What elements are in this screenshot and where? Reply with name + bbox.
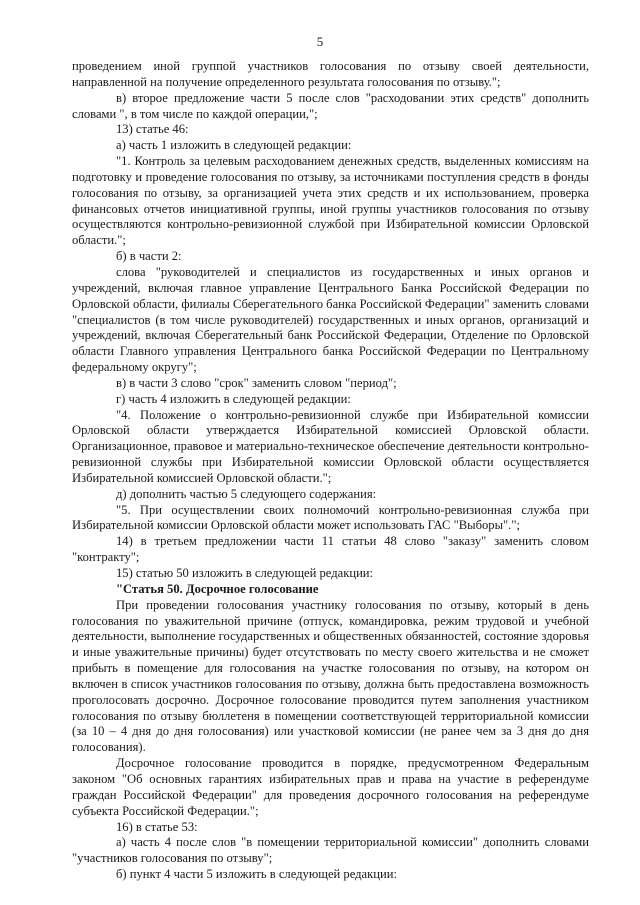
paragraph: д) дополнить частью 5 следующего содержания: [116,486,377,501]
paragraph: "4. Положение о контрольно-ревизионной службе при Избирательной комиссии Орловской области утверждается Избирательной комиссией Орловской области. Организационное, правовое и материально-техническое обеспечение деятельности контрольно-ревизионной службы при Избирательной комиссии Орловской области осуществляется Избирательной комиссией Орловской области."; [72,407,589,485]
paragraph: в) в части 3 слово "срок" заменить словом "период"; [116,375,397,390]
document-body [72,59,589,883]
paragraph: При проведении голосования участнику голосования по отзыву, который в день голосования по уважительной причине (отпуск, командировка, режим трудовой и учебной деятельности, выполнение государственных и общественных обязанностей, состояние здоровья и иные уважительные причины) будет отсутствовать по месту своего жительства и не сможет прибыть в помещение для голосования на участке голосования по отзыву, на котором он включен в список участников голосования по отзыву, должна быть предоставлена возможность проголосовать досрочно. Досрочное голосование проводится путем заполнения участником голосования по отзыву бюллетеня в помещении соответствующей территориальной комиссии (за 10 – 4 дня до дня голосования) или участковой комиссии (не ранее чем за 3 дня до дня голосования). [72,597,589,755]
paragraph: а) часть 1 изложить в следующей редакции: [116,138,352,153]
paragraph: б) пункт 4 части 5 изложить в следующей редакции: [116,867,397,882]
paragraph: в) второе предложение части 5 после слов "расходовании этих средств" дополнить словами ", в том числе по каждой операции,"; [72,90,589,121]
paragraph: "1. Контроль за целевым расходованием денежных средств, выделенных комиссиям на подготовку и проведение голосования по отзыву, за источниками поступления средств в фонды голосования по отзыву, за организацией учета этих средств и их использованием, проверка финансовых отчетов инициативной группы, иной группы участников голосования по отзыву осуществляются контрольно-ревизионной службой при Избирательной комиссии Орловской области."; [72,154,589,248]
paragraph: 16) в статье 53: [116,819,198,834]
paragraph: 14) в третьем предложении части 11 статьи 48 слово "заказу" заменить словом "контракту"; [72,534,589,565]
paragraph: проведением иной группой участников голосования по отзыву своей деятельности, направленной на получение определенного результата голосования по отзыву."; [72,59,589,89]
paragraph: слова "руководителей и специалистов из государственных и иных органов и учреждений, включая главное управление Центрального Банка Российской Федерации по Орловской области, филиалы Сберегательного банка Российской Федерации" заменить словами "специалистов (в том числе руководителей) государственных и иных органов, организаций и учреждений, включая Сберегательный банк Российской Федерации, Отделение по Орловской области Главного управления Центрального банка Российской Федерации по Центральному федеральному округу"; [72,264,589,375]
paragraph: 15) статью 50 изложить в следующей редакции: [116,566,374,580]
article-heading: "Статья 50. Досрочное голосование [116,581,319,596]
paragraph: б) в части 2: [116,249,182,264]
page-number: 5 [316,34,324,49]
paragraph: г) часть 4 изложить в следующей редакции: [116,391,351,406]
paragraph: 13) статье 46: [116,122,189,137]
paragraph: Досрочное голосование проводится в порядке, предусмотренном Федеральным законом "Об основных гарантиях избирательных прав и права на участие в референдуме граждан Российской Федерации" для проведения досрочного голосования на референдуме субъекта Российской Федерации."; [72,756,589,818]
paragraph: а) часть 4 после слов "в помещении территориальной комиссии" дополнить словами "участников голосования по отзыву"; [72,835,589,866]
paragraph: "5. При осуществлении своих полномочий контрольно-ревизионная служба при Избирательной комиссии Орловской области может использовать ГАС "Выборы"."; [72,502,589,533]
